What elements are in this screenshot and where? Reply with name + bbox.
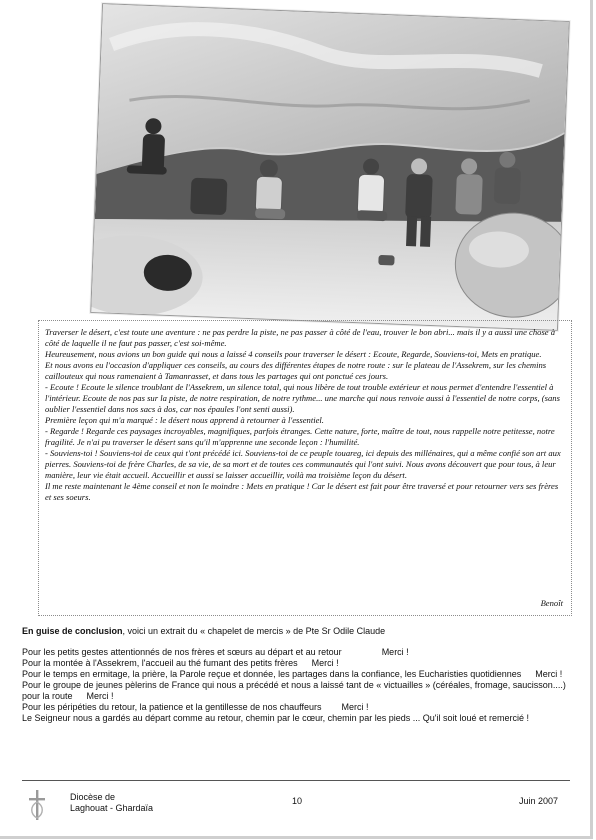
merci-item (22, 647, 582, 658)
story-signature: Benoît (540, 598, 563, 608)
story-box (38, 320, 572, 616)
footer-rule (22, 780, 570, 781)
photo-rocks-and-hikers (91, 4, 568, 330)
merci-item-text: Pour le groupe de jeunes pèlerins de France qui nous a précédé et nous a laissé tant de « victuailles » (céréales, fromage, saucisson....) pour la route (22, 680, 566, 701)
merci-word: Merci ! (86, 691, 114, 701)
story-paragraph: Et nous avons eu l'occasion d'appliquer ces conseils, au cours des différentes étapes de notre route : sur le plateau de l'Assekrem, sur les chemins caillouteux qui nous ramenaient à Tamanrasset, et dans tous les partages qui ont ponctué ces jours. (45, 360, 547, 381)
merci-word: Merci ! (341, 702, 369, 712)
conclusion-section (22, 626, 582, 724)
story-paragraph: Heureusement, nous avions un bon guide qui nous a laissé 4 conseils pour traverser le désert : Ecoute, Regarde, Souviens-toi, Mets en pratique. (45, 349, 542, 359)
merci-item (22, 658, 582, 669)
merci-item-text: Pour le temps en ermitage, la prière, la Parole reçue et donnée, les partages dans la confiance, les Eucharisties quotidiennes (22, 669, 522, 679)
conclusion-heading: En guise de conclusion (22, 626, 123, 636)
merci-item-text: Pour les petits gestes attentionnés de nos frères et sœurs au départ et au retour (22, 647, 342, 657)
diocese-name (70, 792, 153, 814)
story-paragraph: - Ecoute ! Ecoute le silence troublant de l'Assekrem, un silence total, qui nous libère de tout trouble extérieur et nous permet d'entendre l'essentiel à l'intérieur. Ecoute de nos pas sur la piste, de notre respiration, de notre rythme... une marche qui nous renvoie aussi à l'essentiel de notre corps, (sans oublier l'essentiel dans nos sacs à dos, car nos épaules l'ont senti aussi). (45, 382, 560, 414)
merci-word: Merci ! (311, 658, 339, 668)
issue-date: Juin 2007 (518, 796, 558, 806)
merci-word: Merci ! (535, 669, 563, 679)
group-photo (90, 3, 570, 331)
story-paragraph: - Souviens-toi ! Souviens-toi de ceux qui t'ont précédé ici. Souviens-toi de ce peuple touareg, ici depuis des millénaires, qui a même confié son art aux pierres. Souviens-toi de frère Charles, de sa vie, de sa mort et de toutes ces communautés qui l'ont suivi. Nous avons découvert que pour tous, à leur manière, leur vie était accueil. Accueillir et aussi se laisser accueillir, voilà ma troisième leçon du désert. (45, 448, 561, 480)
conclusion-intro: , voici un extrait du « chapelet de mercis » de Pte Sr Odile Claude (122, 626, 386, 636)
merci-item-text: Pour les péripéties du retour, la patience et la gentillesse de nos chauffeurs (22, 702, 322, 712)
story-paragraph: Première leçon qui m'a marqué : le désert nous apprend à retourner à l'essentiel. (45, 415, 324, 425)
page-footer (22, 786, 570, 826)
cross-emblem-icon (24, 788, 50, 822)
merci-item-text: Pour la montée à l'Assekrem, l'accueil au thé fumant des petits frères (22, 658, 298, 668)
conclusion-closing: Le Seigneur nous a gardés au départ comme au retour, chemin par le cœur, chemin par les pieds ... Qu'il soit loué et remercié ! (22, 713, 529, 723)
merci-word: Merci ! (381, 647, 409, 657)
diocese-line: Diocèse de (70, 792, 116, 802)
merci-item (22, 680, 582, 702)
merci-item (22, 669, 582, 680)
conclusion-lead (22, 626, 582, 637)
merci-item (22, 702, 582, 713)
page-number: 10 (292, 796, 303, 806)
story-paragraph: - Regarde ! Regarde ces paysages incroyables, magnifiques, parfois étranges. Cette nature, forte, maître de tout, nous rappelle notre petitesse, notre fragilité. Je n'ai pu traverser le désert sans qu'il m'apprenne une seconde leçon : l'humilité. (45, 426, 555, 447)
story-paragraph: Traverser le désert, c'est toute une aventure : ne pas perdre la piste, ne pas passer à côté de l'eau, trouver le bon abri... mais il y a aussi une chose à côté de laquelle il ne faut pas passer, c'est soi-même. (45, 327, 556, 348)
diocese-line: Laghouat - Ghardaïa (70, 803, 154, 813)
story-paragraph: Il me reste maintenant le 4ème conseil et non le moindre : Mets en pratique ! Car le désert est fait pour être traversé et pour retourner vers ses frères et ses soeurs. (45, 481, 559, 502)
